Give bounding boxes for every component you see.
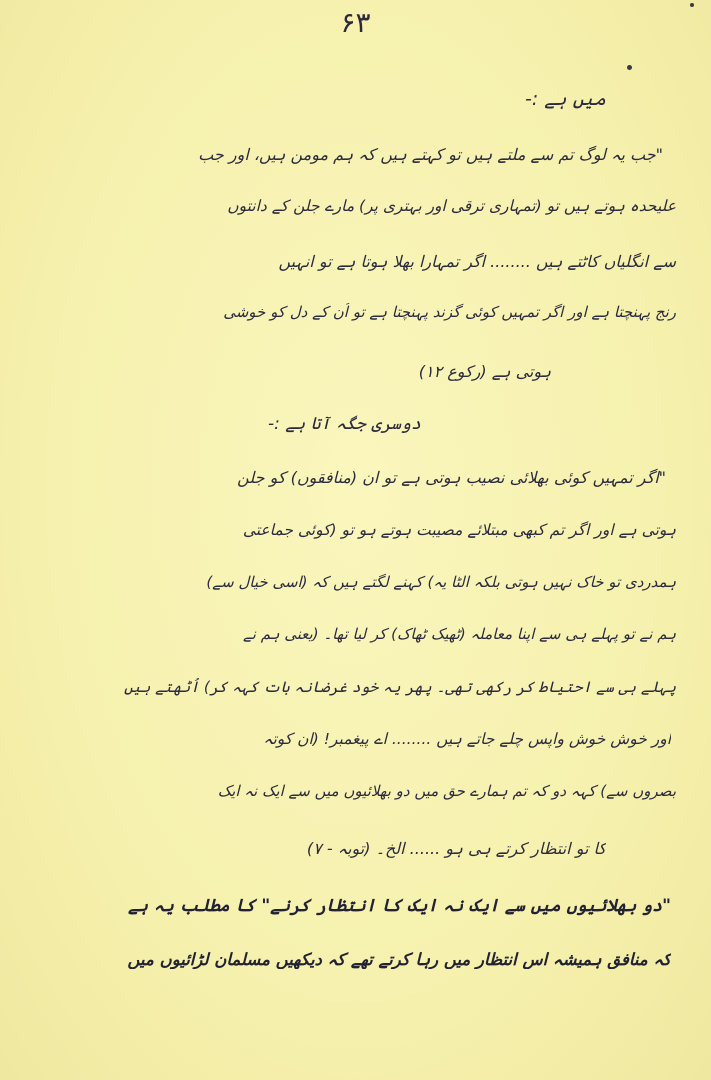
text-line: ہمدردی تو خاک نہیں ہوتی بلکہ الٹا یہ) کہنے لگتے ہیں کہ (اسی خیال سے) [206,573,676,591]
text-line: ہوتی ہے اور اگر تم کبھی مبتلائے مصیبت ہوتے ہو تو (کوئی جماعتی [242,521,676,539]
text-line: "جب یہ لوگ تم سے ملتے ہیں تو کہتے ہیں کہ ہم مومن ہیں، اور جب [198,145,663,164]
text-line: ہم نے تو پہلے ہی سے اپنا معاملہ (ٹھیک ٹھاک) کر لیا تھا۔ (یعنی ہم نے [242,625,676,643]
text-line: دوسری جگہ آتا ہے :- [267,414,421,434]
text-line: "اگر تمہیں کوئی بھلائی نصیب ہوتی ہے تو ان (منافقوں) کو جلن [237,468,666,487]
text-line: پہلے ہی سے احتیاط کر رکھی تھی۔ پھر یہ خود غرضانہ بات کہہ کر) اُٹھتے ہیں [124,678,676,696]
text-line: ہوتی ہے (رکوع ۱۲) [418,362,551,381]
text-line: "دو بھلائیوں میں سے ایک نہ ایک کا انتظار کرنے" کا مطلب یہ ہے [128,896,671,916]
text-line: سے انگلیاں کاٹتے ہیں ........ اگر تمہارا بھلا ہوتا ہے تو انہیں [278,252,676,271]
text-line: کا تو انتظار کرتے ہی ہو ...... الخ۔ (توبہ - ۷) [306,839,606,858]
text-line: رنج پہنچتا ہے اور اگر تمہیں کوئی گزند پہنچتا ہے تو اُن کے دل کو خوشی [223,303,676,321]
page-number: ۶۳ [340,6,371,39]
text-line: کہ منافق ہمیشہ اس انتظار میں رہا کرتے تھے کہ دیکھیں مسلمان لڑائیوں میں [127,950,671,969]
text-line: اور خوش خوش واپس چلے جاتے ہیں ........ اے پیغمبر! (ان کوتہ [263,730,671,748]
text-line: علیحدہ ہوتے ہیں تو (تمہاری ترقی اور بہتری پر) مارے جلن کے دانتوں [227,197,676,215]
text-line: بصروں سے) کہہ دو کہ تم ہمارے حق میں دو بھلائیوں میں سے ایک نہ ایک [217,782,676,800]
text-line: میں ہے :- [524,88,606,110]
